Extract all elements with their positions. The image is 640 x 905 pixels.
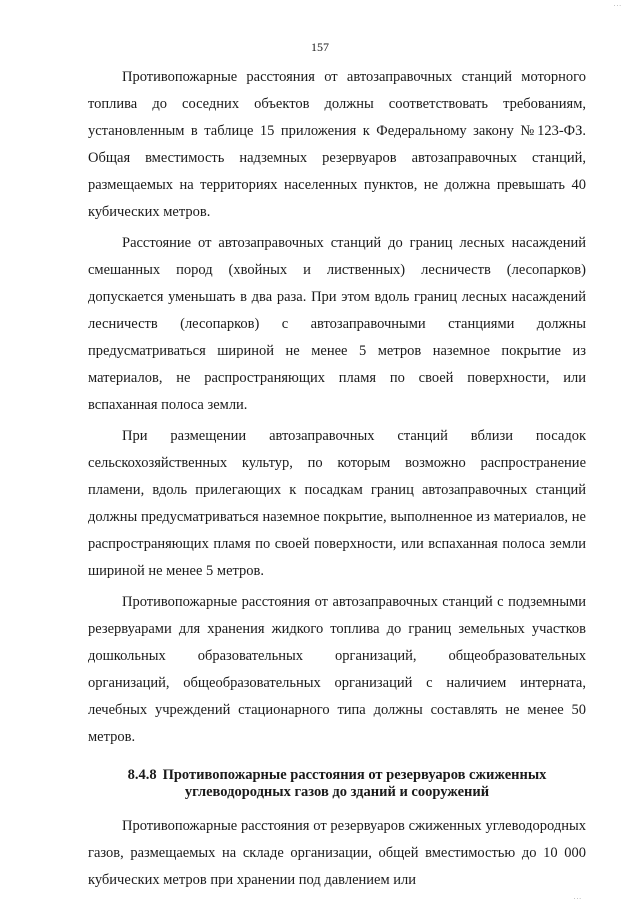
section-title: Противопожарные расстояния от резервуаров сжиженных углеводородных газов до зданий и сооружений (162, 767, 547, 800)
corner-scan-mark-bottom: ... (573, 893, 582, 901)
paragraph-fuel-station-distances: Противопожарные расстояния от автозаправочных станций моторного топлива до соседних объектов должны соответствовать требованиям, установленным в таблице 15 приложения к Федеральному закону №123-ФЗ. Общая вместимость надземных резервуаров автозаправочных станций, размещаемых на территориях населенных пунктов, не должна превышать 40 кубических метров. (88, 69, 586, 220)
paragraph-underground-tanks: Противопожарные расстояния от автозаправочных станций с подземными резервуарами для хранения жидкого топлива до границ земельных участков дошкольных образовательных организаций, общеобразовательных организаций, общеобразовательных организаций с наличием интерната, лечебных учреждений стационарного типа должны составлять не менее 50 метров. (88, 594, 586, 745)
paragraph-agricultural-crops: При размещении автозаправочных станций вблизи посадок сельскохозяйственных культур, по которым возможно распространение пламени, вдоль прилегающих к посадкам границ автозаправочных станций должны предусматриваться наземное покрытие, выполненное из материалов, не распространяющих пламя по своей поверхности, или вспаханная полоса земли шириной не менее 5 метров. (88, 428, 586, 579)
page-number: 157 (311, 40, 329, 54)
section-number: 8.4.8 (127, 767, 157, 783)
page-body (88, 64, 586, 898)
section-heading (88, 767, 586, 801)
corner-scan-mark: ... (613, 0, 622, 8)
paragraph-lpg-tanks: Противопожарные расстояния от резервуаров сжиженных углеводородных газов, размещаемых на складе организации, общей вместимостью до 10 000 кубических метров при хранении под давлением или (88, 818, 586, 888)
paragraph-forest-boundary-distance: Расстояние от автозаправочных станций до границ лесных насаждений смешанных пород (хвойных и лиственных) лесничеств (лесопарков) допускается уменьшать в два раза. При этом вдоль границ лесных насаждений лесничеств (лесопарков) с автозаправочными станциями должны предусматриваться шириной не менее 5 метров наземное покрытие из материалов, не распространяющих пламя по своей поверхности, или вспаханная полоса земли. (88, 235, 586, 413)
